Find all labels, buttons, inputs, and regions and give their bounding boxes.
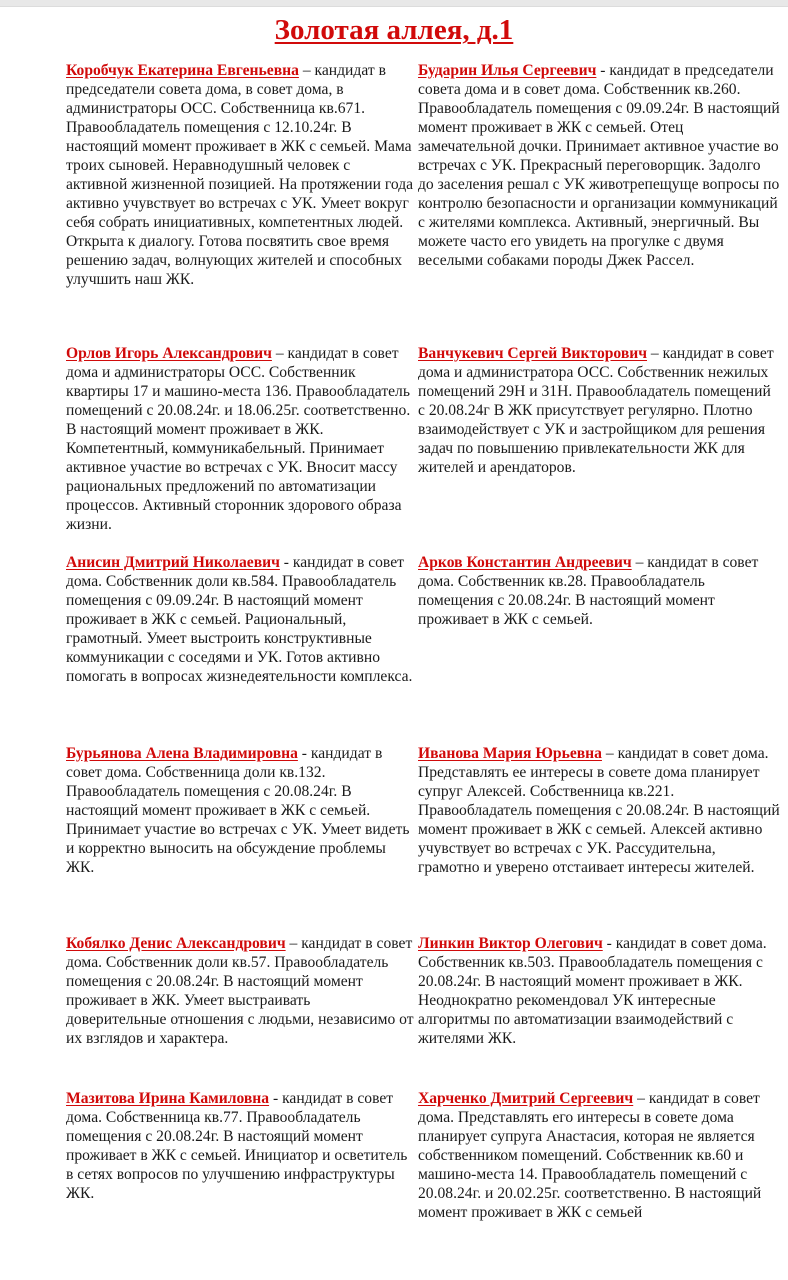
candidate-description: - кандидат в совет дома. Собственник доли кв.584. Правообладатель помещения с 09.09.24г. В настоящий момент проживает в ЖК с семьей. Рациональный, грамотный. Умеет выстроить конструктивные коммуникации с соседями и УК. Готов активно помогать в вопросах жизнедеятельности комплекса. [66,554,413,685]
candidate-name: Коробчук Екатерина Евгеньевна [66,62,299,79]
candidate-block [418,553,780,629]
candidate-description: – кандидат в совет дома. Собственник кв.28. Правообладатель помещения с 20.08.24г. В настоящий момент проживает в ЖК с семьей. [418,554,759,628]
candidate-description: – кандидат в совет дома. Представлять его интересы в совете дома планирует супруга Анастасия, которая не является собственником помещений. Собственник кв.60 и машино-места 14. Правообладатель помещений с 20.08.24г. и 20.02.25г. соответственно. В настоящий момент проживает в ЖК с семьей [418,1090,762,1221]
top-bar [0,0,788,7]
candidate-block [418,344,780,477]
candidate-block [418,1089,780,1222]
candidate-name: Бударин Илья Сергеевич [418,62,597,79]
candidate-block [418,61,780,270]
candidate-description: – кандидат в совет дома и администратора ОСС. Собственник нежилых помещений 29Н и 31Н. Правообладатель помещений с 20.08.24г В ЖК присутствует регулярно. Плотно взаимодействует с УК и застройщиком для решения задач по повышению привлекательности ЖК для жителей и арендаторов. [418,345,774,476]
candidate-block [418,744,780,877]
candidate-description: – кандидат в совет дома и администраторы ОСС. Собственник квартиры 17 и машино-места 136. Правообладатель помещений с 20.08.24г. и 18.06.25г. соответственно. В настоящий момент проживает в ЖК. Компетентный, коммуникабельный. Принимает активное участие во встречах с УК. Вносит массу рациональных предложений по автоматизации процессов. Активный сторонник здорового образа жизни. [66,345,411,533]
candidate-block [66,344,414,534]
candidate-description: - кандидат в совет дома. Собственница доли кв.132. Правообладатель помещения с 20.08.24г. В настоящий момент проживает в ЖК с семьей. Принимает участие во встречах с УК. Умеет видеть и корректно выносить на обсуждение проблемы ЖК. [66,745,410,876]
candidate-name: Кобялко Денис Александрович [66,935,286,952]
candidate-description: – кандидат в председатели совета дома, в совет дома, в администраторы ОСС. Собственница кв.671. Правообладатель помещения с 12.10.24г. В настоящий момент проживает в ЖК с семьей. Мама троих сыновей. Неравнодушный человек с активной жизненной позицией. На протяжении года активно учувствует во встречах с УК. Умеет вокруг себя собрать инициативных, компетентных людей. Открыта к диалогу. Готова посвятить свое время решению задач, волнующих жителей и способных улучшить наш ЖК. [66,62,414,288]
candidate-block [66,61,414,289]
candidate-description: - кандидат в совет дома. Собственник кв.503. Правообладатель помещения с 20.08.24г. В настоящий момент проживает в ЖК. Неоднократно рекомендовал УК интересные алгоритмы по автоматизации взаимодействий с жителями ЖК. [418,935,767,1047]
candidate-description: - кандидат в председатели совета дома и в совет дома. Собственник кв.260. Правообладатель помещения с 09.09.24г. В настоящий момент проживает в ЖК с семьей. Отец замечательной дочки. Принимает активное участие во встречах с УК. Прекрасный переговорщик. Задолго до заселения решал с УК животрепещуще вопросы по контролю безопасности и организации коммуникаций с жителями комплекса. Активный, энергичный. Вы можете часто его увидеть на прогулке с двумя веселыми собаками породы Джек Рассел. [418,62,780,269]
candidate-name: Анисин Дмитрий Николаевич [66,554,280,571]
candidate-block [418,934,780,1048]
candidate-block [66,744,414,877]
candidate-name: Ванчукевич Сергей Викторович [418,345,648,362]
candidate-description: - кандидат в совет дома. Собственница кв.77. Правообладатель помещения с 20.08.24г. В настоящий момент проживает в ЖК с семьей. Инициатор и осветитель в сетях вопросов по улучшению инфраструктуры ЖК. [66,1090,408,1202]
candidate-block [66,553,414,686]
candidate-block [66,1089,414,1203]
candidate-block [66,934,414,1048]
candidate-name: Мазитова Ирина Камиловна [66,1090,270,1107]
candidate-name: Харченко Дмитрий Сергеевич [418,1090,634,1107]
candidate-name: Иванова Мария Юрьевна [418,745,602,762]
candidate-name: Бурьянова Алена Владимировна [66,745,298,762]
candidate-name: Арков Константин Андреевич [418,554,632,571]
candidate-description: – кандидат в совет дома. Собственник доли кв.57. Правообладатель помещения с 20.08.24г. В настоящий момент проживает в ЖК. Умеет выстраивать доверительные отношения с людьми, независимо от их взглядов и характера. [66,935,414,1047]
candidate-name: Орлов Игорь Александрович [66,345,272,362]
candidate-name: Линкин Виктор Олегович [418,935,603,952]
candidate-description: – кандидат в совет дома. Представлять ее интересы в совете дома планирует супруг Алексей. Собственница кв.221. Правообладатель помещения с 20.08.24г. В настоящий момент проживает в ЖК с семьей. Алексей активно учувствует во встречах с УК. Рассудительна, грамотно и уверено отстаивает интересы жителей. [418,745,780,876]
page-title: Золотая аллея, д.1 [274,14,514,46]
